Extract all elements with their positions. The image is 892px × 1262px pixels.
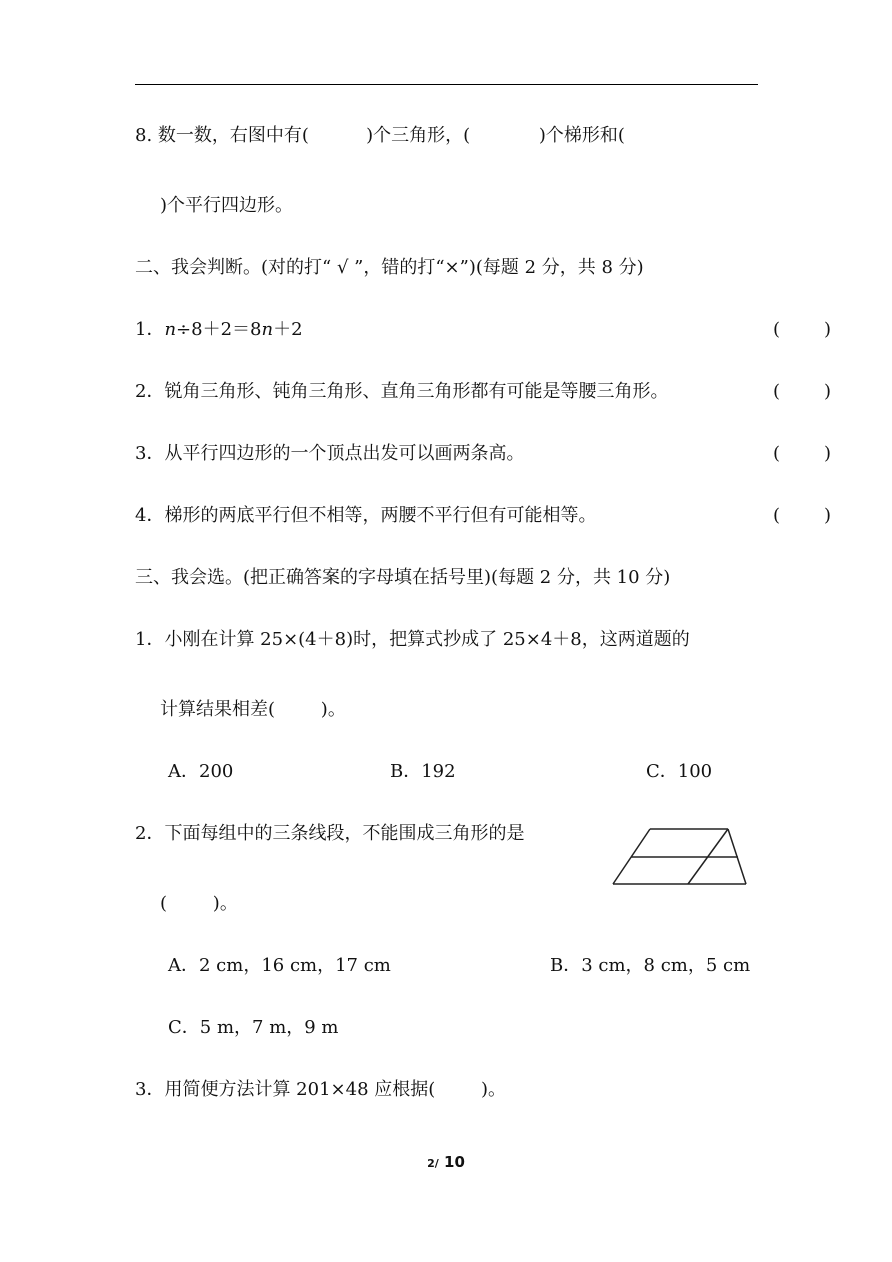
judge-q1-mid: ÷8＋2＝8 <box>176 319 262 340</box>
answer-parens-q4[interactable] <box>773 504 831 528</box>
trapezoid-figure <box>610 826 750 888</box>
choice-q1-option-a[interactable]: A．200 <box>168 761 234 782</box>
judge-q3: 3．从平行四边形的一个顶点出发可以画两条高。 <box>135 443 525 464</box>
paren-close: ) <box>823 319 831 340</box>
paren-open: ( <box>773 505 781 526</box>
paren-close: ) <box>823 381 831 402</box>
q8-line1: 8. 数一数，右图中有( )个三角形，( )个梯形和( <box>135 125 625 146</box>
choice-q1-option-c[interactable]: C．100 <box>646 761 713 782</box>
judge-q4: 4．梯形的两底平行但不相等，两腰不平行但有可能相等。 <box>135 505 597 526</box>
answer-parens-q2[interactable] <box>773 380 831 404</box>
paren-open: ( <box>773 443 781 464</box>
judge-q1-prefix: 1． <box>135 319 165 340</box>
judge-q1 <box>135 318 303 342</box>
choice-q2-option-a[interactable]: A．2 cm，16 cm，17 cm <box>168 955 391 976</box>
judge-q1-end: ＋2 <box>273 319 303 340</box>
page-current: 2/ <box>427 1157 439 1170</box>
page-number <box>0 1152 892 1174</box>
answer-parens-q1[interactable] <box>773 318 831 342</box>
paren-open: ( <box>773 319 781 340</box>
section2-heading: 二、我会判断。(对的打“ √ ”，错的打“×”)(每题 2 分，共 8 分) <box>135 257 644 278</box>
paren-close: ) <box>823 443 831 464</box>
paren-open: ( <box>773 381 781 402</box>
choice-q2-option-b[interactable]: B．3 cm，8 cm，5 cm <box>550 955 751 976</box>
answer-parens-q3[interactable] <box>773 442 831 466</box>
page-total: 10 <box>438 1153 465 1171</box>
header-rule <box>135 84 758 85</box>
section3-heading: 三、我会选。(把正确答案的字母填在括号里)(每题 2 分，共 10 分) <box>135 567 671 588</box>
choice-q1-option-b[interactable]: B．192 <box>390 761 456 782</box>
choice-q2-line2: ( )。 <box>160 893 238 914</box>
judge-q2: 2．锐角三角形、钝角三角形、直角三角形都有可能是等腰三角形。 <box>135 381 669 402</box>
q8-line2: )个平行四边形。 <box>160 195 294 216</box>
choice-q3-line1: 3．用简便方法计算 201×48 应根据( )。 <box>135 1079 507 1100</box>
paren-close: ) <box>823 505 831 526</box>
variable-n: n <box>261 319 274 340</box>
choice-q2-line1: 2．下面每组中的三条线段，不能围成三角形的是 <box>135 823 525 844</box>
variable-n: n <box>164 319 177 340</box>
choice-q2-option-c[interactable]: C．5 m，7 m，9 m <box>168 1017 339 1038</box>
choice-q1-line1: 1．小刚在计算 25×(4＋8)时，把算式抄成了 25×4＋8，这两道题的 <box>135 629 690 650</box>
choice-q1-line2: 计算结果相差( )。 <box>160 699 346 720</box>
